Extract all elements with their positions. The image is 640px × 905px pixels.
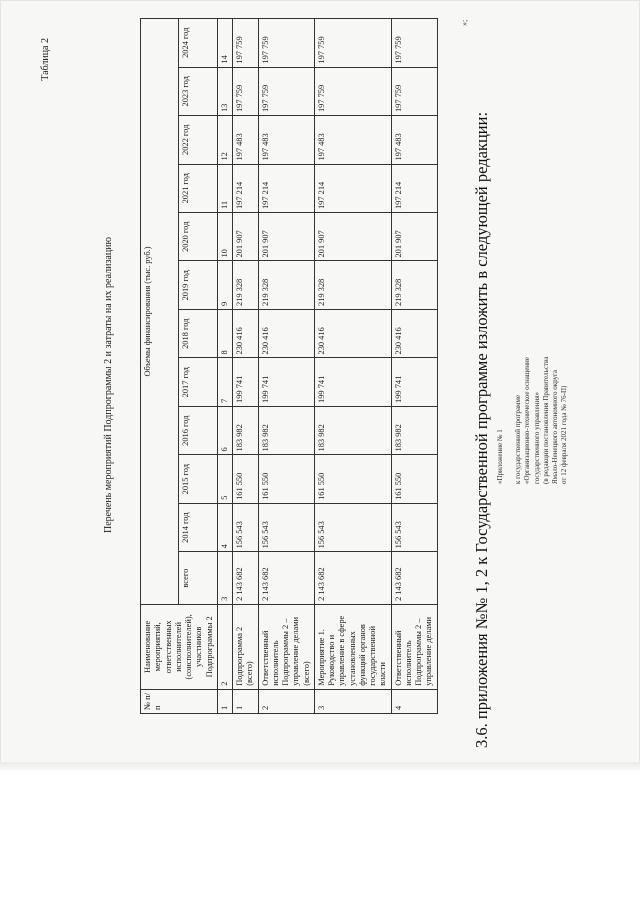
value-cell: 197 483	[391, 116, 437, 164]
value-cell: 183 982	[314, 406, 391, 454]
appendix-ref: «Приложение № 1	[496, 429, 504, 484]
financing-table	[140, 18, 438, 714]
value-cell: 201 907	[258, 213, 314, 261]
value-cell: 197 214	[391, 164, 437, 212]
value-cell: 230 416	[391, 309, 437, 357]
subheader-cell: 2021 год	[179, 164, 217, 212]
value-cell: 230 416	[233, 309, 259, 357]
value-cell: 2 143 682	[258, 552, 314, 605]
value-cell: 197 759	[233, 67, 259, 115]
row-number: 1	[233, 689, 259, 713]
appendix-line: государственного управления»	[532, 392, 541, 484]
table-row	[258, 19, 314, 714]
section-heading: 3.6. приложения №№ 1, 2 к Государственной программе изложить в следующей редакции:	[472, 111, 491, 748]
appendix-line: «Организационно-техническое оснащение	[523, 357, 532, 484]
value-cell: 156 543	[233, 503, 259, 551]
column-number: 4	[217, 503, 232, 551]
value-cell: 219 328	[258, 261, 314, 309]
value-cell: 199 741	[258, 358, 314, 406]
value-cell: 2 143 682	[391, 552, 437, 605]
value-cell: 219 328	[391, 261, 437, 309]
value-cell: 197 759	[258, 19, 314, 68]
value-cell: 199 741	[391, 358, 437, 406]
column-number: 11	[217, 164, 232, 212]
header-name: Наименование мероприятий, ответственных исполнителей (соисполнителей), участников Подпрограммы 2	[141, 604, 218, 689]
closing-quote-mark: »;	[460, 19, 469, 26]
row-number: 3	[314, 689, 391, 713]
subheader-cell: всего	[179, 552, 217, 605]
value-cell: 197 214	[233, 164, 259, 212]
value-cell: 199 741	[314, 358, 391, 406]
table-row	[391, 19, 437, 714]
row-name: Мероприятие 1. Руководство и управление в сфере установленных функций органов государственной власти	[314, 604, 391, 689]
value-cell: 161 550	[258, 455, 314, 503]
value-cell: 156 543	[314, 503, 391, 551]
column-number: 9	[217, 261, 232, 309]
column-number-row	[217, 19, 232, 714]
value-cell: 2 143 682	[233, 552, 259, 605]
subheader-cell: 2024 год	[179, 19, 217, 68]
value-cell: 219 328	[314, 261, 391, 309]
value-cell: 2 143 682	[314, 552, 391, 605]
column-number: 6	[217, 406, 232, 454]
value-cell: 230 416	[258, 309, 314, 357]
column-number: 8	[217, 309, 232, 357]
table-row	[233, 19, 259, 714]
column-number: 10	[217, 213, 232, 261]
subheader-cell: 2019 год	[179, 261, 217, 309]
value-cell: 197 759	[391, 19, 437, 68]
value-cell: 197 759	[233, 19, 259, 68]
appendix-line: от 12 февраля 2021 года № 76-П)	[560, 385, 569, 484]
column-number: 14	[217, 19, 232, 68]
value-cell: 156 543	[258, 503, 314, 551]
value-cell: 199 741	[233, 358, 259, 406]
value-cell: 201 907	[314, 213, 391, 261]
appendix-line: (в редакции постановления Правительства	[541, 356, 550, 484]
table-row	[314, 19, 391, 714]
value-cell: 197 214	[314, 164, 391, 212]
row-name: Подпрограмма 2 (всего)	[233, 604, 259, 689]
value-cell: 230 416	[314, 309, 391, 357]
subheader-cell: 2014 год	[179, 503, 217, 551]
value-cell: 197 483	[233, 116, 259, 164]
value-cell: 201 907	[391, 213, 437, 261]
column-number: 7	[217, 358, 232, 406]
value-cell: 183 982	[391, 406, 437, 454]
subheader-cell: 2023 год	[179, 67, 217, 115]
row-name: Ответственный исполнитель Подпрограммы 2 – управление делами	[391, 604, 437, 689]
value-cell: 197 483	[314, 116, 391, 164]
table-label: Таблица 2	[40, 38, 51, 81]
column-number: 3	[217, 552, 232, 605]
value-cell: 161 550	[233, 455, 259, 503]
subheader-cell: 2016 год	[179, 406, 217, 454]
value-cell: 197 759	[391, 67, 437, 115]
header-num: № п/п	[141, 689, 218, 713]
table-title: Перечень мероприятий Подпрограммы 2 и затраты на их реализацию	[103, 236, 114, 534]
value-cell: 197 759	[258, 67, 314, 115]
value-cell: 219 328	[233, 261, 259, 309]
column-number: 12	[217, 116, 232, 164]
column-number: 2	[217, 604, 232, 689]
header-funding: Объемы финансирования (тыс. руб.)	[141, 19, 179, 605]
value-cell: 197 214	[258, 164, 314, 212]
value-cell: 156 543	[391, 503, 437, 551]
value-cell: 201 907	[233, 213, 259, 261]
value-cell: 161 550	[391, 455, 437, 503]
value-cell: 197 759	[314, 67, 391, 115]
column-number: 13	[217, 67, 232, 115]
row-name: Ответственный исполнитель Подпрограммы 2 – управление делами (всего)	[258, 604, 314, 689]
subheader-cell: 2017 год	[179, 358, 217, 406]
subheader-cell: 2015 год	[179, 455, 217, 503]
row-number: 4	[391, 689, 437, 713]
value-cell: 161 550	[314, 455, 391, 503]
subheader-cell: 2018 год	[179, 309, 217, 357]
column-number: 5	[217, 455, 232, 503]
value-cell: 197 759	[314, 19, 391, 68]
appendix-note	[496, 184, 570, 484]
value-cell: 183 982	[233, 406, 259, 454]
appendix-line: к государственной программе	[514, 395, 523, 484]
value-cell: 197 483	[258, 116, 314, 164]
value-cell: 183 982	[258, 406, 314, 454]
subheader-cell: 2020 год	[179, 213, 217, 261]
column-number: 1	[217, 689, 232, 713]
row-number: 2	[258, 689, 314, 713]
subheader-cell: 2022 год	[179, 116, 217, 164]
appendix-line: Ямало-Ненецкого автономного округа	[551, 369, 560, 484]
